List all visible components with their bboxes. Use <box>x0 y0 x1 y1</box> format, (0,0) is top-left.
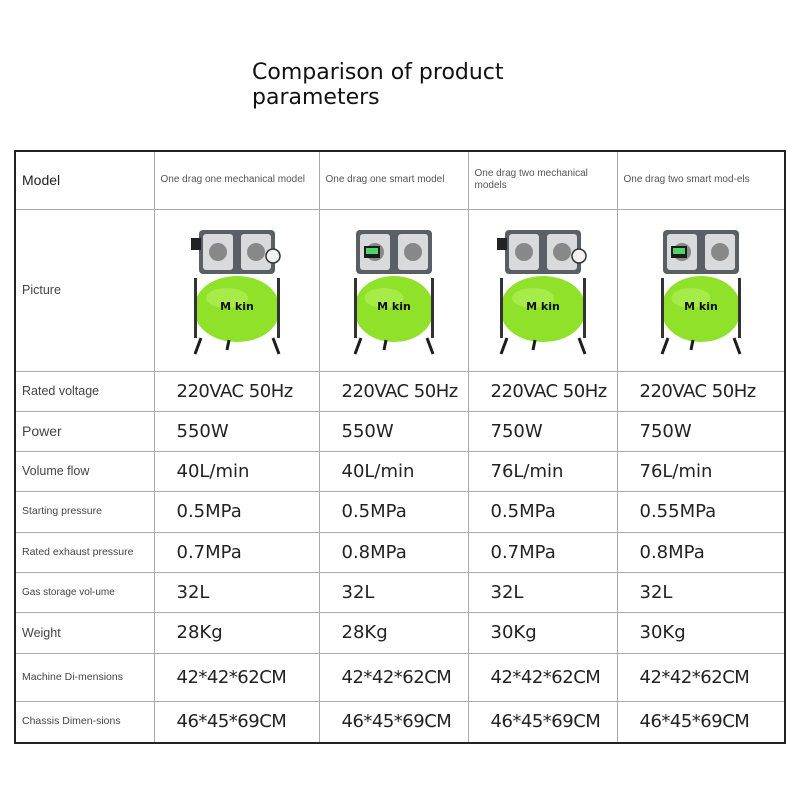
table-row <box>15 451 785 491</box>
cell-value: 0.5MPa <box>468 491 617 532</box>
cell-value: 32L <box>468 572 617 612</box>
table-header-row <box>15 151 785 209</box>
brand-logo-text: M kin <box>376 300 411 313</box>
cell-value: 42*42*62CM <box>154 653 319 701</box>
table-row <box>15 491 785 532</box>
cell-value: 30Kg <box>617 612 785 653</box>
table-row <box>15 612 785 653</box>
cell-value: 220VAC 50Hz <box>319 371 468 411</box>
row-label: Volume flow <box>15 451 154 491</box>
cell-value: 40L/min <box>154 451 319 491</box>
row-label-model: Model <box>15 151 154 209</box>
column-header-4: One drag two smart mod-els <box>617 151 785 209</box>
column-header-1: One drag one mechanical model <box>154 151 319 209</box>
cell-value: 220VAC 50Hz <box>617 371 785 411</box>
cell-value: 0.8MPa <box>617 532 785 572</box>
cell-value: 28Kg <box>154 612 319 653</box>
air-compressor-image <box>329 220 459 360</box>
cell-value: 46*45*69CM <box>154 701 319 743</box>
row-label: Machine Di-mensions <box>15 653 154 701</box>
cell-value: 32L <box>617 572 785 612</box>
cell-value: 42*42*62CM <box>617 653 785 701</box>
cell-value: 750W <box>617 411 785 451</box>
brand-logo-text: M kin <box>525 300 560 313</box>
cell-value: 40L/min <box>319 451 468 491</box>
row-label: Weight <box>15 612 154 653</box>
table-row <box>15 653 785 701</box>
page-title: Comparison of product parameters <box>252 60 504 110</box>
column-header-2: One drag one smart model <box>319 151 468 209</box>
air-compressor-image <box>172 220 302 360</box>
cell-value: 42*42*62CM <box>468 653 617 701</box>
cell-value: 0.8MPa <box>319 532 468 572</box>
cell-value: 30Kg <box>468 612 617 653</box>
cell-value: 0.5MPa <box>319 491 468 532</box>
cell-value: 0.5MPa <box>154 491 319 532</box>
cell-value: 0.7MPa <box>468 532 617 572</box>
cell-value: 220VAC 50Hz <box>154 371 319 411</box>
product-image-1 <box>154 209 319 371</box>
table-row <box>15 371 785 411</box>
table-row <box>15 532 785 572</box>
cell-value: 0.55MPa <box>617 491 785 532</box>
product-image-4 <box>617 209 785 371</box>
cell-value: 32L <box>319 572 468 612</box>
cell-value: 46*45*69CM <box>319 701 468 743</box>
table-row <box>15 701 785 743</box>
cell-value: 550W <box>154 411 319 451</box>
row-label: Gas storage vol-ume <box>15 572 154 612</box>
cell-value: 76L/min <box>617 451 785 491</box>
row-label: Rated exhaust pressure <box>15 532 154 572</box>
air-compressor-image <box>478 220 608 360</box>
table-row <box>15 411 785 451</box>
row-label-picture: Picture <box>15 209 154 371</box>
air-compressor-image <box>636 220 766 360</box>
cell-value: 42*42*62CM <box>319 653 468 701</box>
brand-logo-text: M kin <box>683 300 718 313</box>
product-image-2 <box>319 209 468 371</box>
cell-value: 28Kg <box>319 612 468 653</box>
cell-value: 46*45*69CM <box>468 701 617 743</box>
cell-value: 0.7MPa <box>154 532 319 572</box>
parameters-table <box>14 150 786 744</box>
product-image-3 <box>468 209 617 371</box>
picture-row <box>15 209 785 371</box>
cell-value: 220VAC 50Hz <box>468 371 617 411</box>
cell-value: 46*45*69CM <box>617 701 785 743</box>
row-label: Rated voltage <box>15 371 154 411</box>
column-header-3: One drag two mechanical models <box>468 151 617 209</box>
row-label: Chassis Dimen-sions <box>15 701 154 743</box>
row-label: Power <box>15 411 154 451</box>
cell-value: 76L/min <box>468 451 617 491</box>
brand-logo-text: M kin <box>219 300 254 313</box>
cell-value: 550W <box>319 411 468 451</box>
table-row <box>15 572 785 612</box>
cell-value: 32L <box>154 572 319 612</box>
cell-value: 750W <box>468 411 617 451</box>
row-label: Starting pressure <box>15 491 154 532</box>
